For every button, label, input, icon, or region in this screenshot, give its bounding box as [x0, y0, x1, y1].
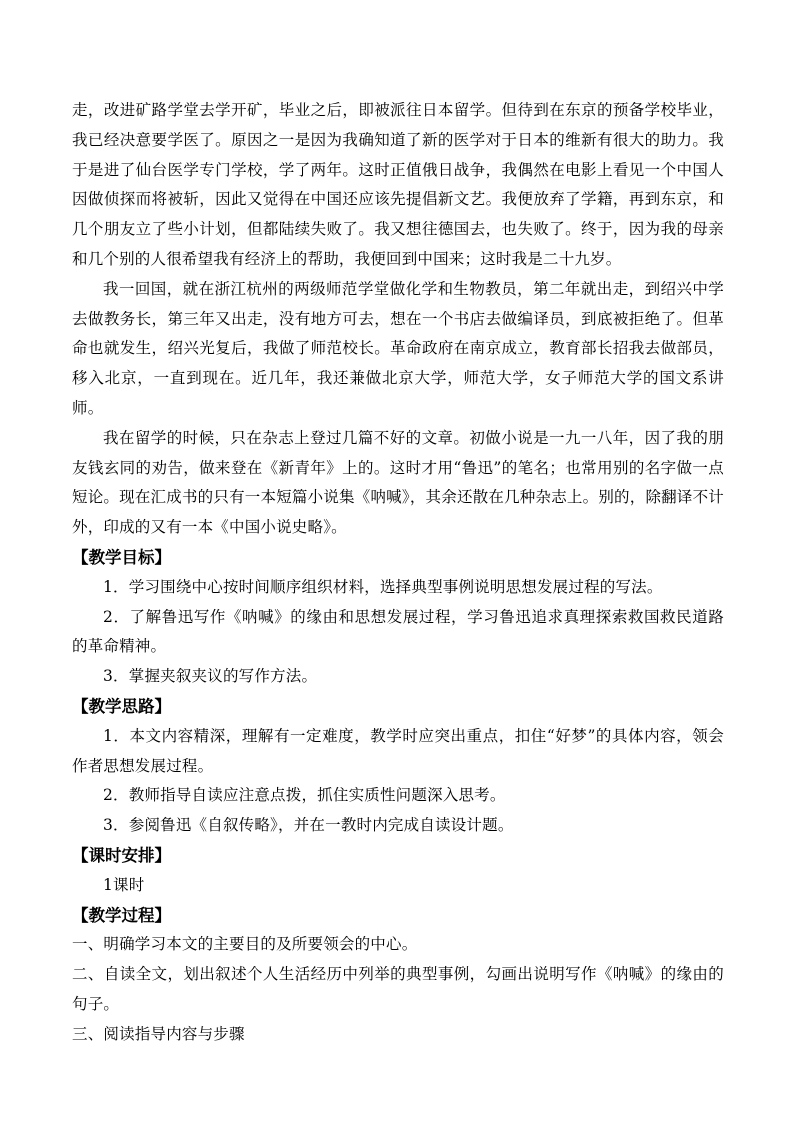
- approach-item-1: 1．本文内容精深，理解有一定难度，教学时应突出重点，扣住“好梦”的具体内容，领会作者思想发展过程。: [72, 726, 724, 775]
- schedule-text: 1课时: [103, 875, 145, 894]
- approach-item-2: 2．教师指导自读应注意点拨，抓住实质性问题深入思考。: [103, 786, 506, 805]
- approach-item-3: 3．参阅鲁迅《自叙传略》，并在一教时内完成自读设计题。: [103, 816, 514, 835]
- goal-item-1: 1．学习围绕中心按时间顺序组织材料，选择典型事例说明思想发展过程的写法。: [103, 577, 663, 596]
- goal-item-3: 3．掌握夹叙夹议的写作方法。: [103, 667, 318, 686]
- process-step-3: 三、阅读指导内容与步骤: [72, 1024, 245, 1043]
- body-paragraph-2: 我一回国，就在浙江杭州的两级师范学堂做化学和生物教员，第二年就出走，到绍兴中学去做教务长，第三年又出走，没有地方可去，想在一个书店去做编译员，到底被拒绝了。但革命也就发生，绍兴光复后，我做了师范校长。革命政府在南京成立，教育部长招我去做部员，移入北京，一直到现在。近几年，我还兼做北京大学，师范大学，女子师范大学的国文系讲师。: [72, 279, 724, 417]
- process-heading: 【教学过程】: [72, 905, 171, 925]
- document-page: [72, 96, 724, 1050]
- schedule-heading: 【课时安排】: [72, 845, 171, 865]
- approach-heading: 【教学思路】: [72, 696, 171, 716]
- goals-heading: 【教学目标】: [72, 547, 171, 567]
- goal-item-2: 2．了解鲁迅写作《呐喊》的缘由和思想发展过程，学习鲁迅追求真理探索救国救民道路的革命精神。: [72, 607, 724, 656]
- process-step-1: 一、明确学习本文的主要目的及所要领会的中心。: [72, 935, 418, 954]
- body-paragraph-1: 走，改进矿路学堂去学开矿，毕业之后，即被派往日本留学。但待到在东京的预备学校毕业，我已经决意要学医了。原因之一是因为我确知道了新的医学对于日本的维新有很大的助力。我于是进了仙台医学专门学校，学了两年。这时正值俄日战争，我偶然在电影上看见一个中国人因做侦探而将被斩，因此又觉得在中国还应该先提倡新文艺。我便放弃了学籍，再到东京，和几个朋友立了些小计划，但都陆续失败了。我又想往德国去，也失败了。终于，因为我的母亲和几个别的人很希望我有经济上的帮助，我便回到中国来；这时我是二十九岁。: [72, 101, 724, 268]
- body-paragraph-3: 我在留学的时候，只在杂志上登过几篇不好的文章。初做小说是一九一八年，因了我的朋友钱玄同的劝告，做来登在《新青年》上的。这时才用“鲁迅”的笔名；也常用别的名字做一点短论。现在汇成书的只有一本短篇小说集《呐喊》，其余还散在几种杂志上。别的，除翻译不计外，印成的又有一本《中国小说史略》。: [72, 428, 724, 537]
- process-step-2: 二、自读全文，划出叙述个人生活经历中列举的典型事例，勾画出说明写作《呐喊》的缘由的句子。: [72, 965, 724, 1013]
